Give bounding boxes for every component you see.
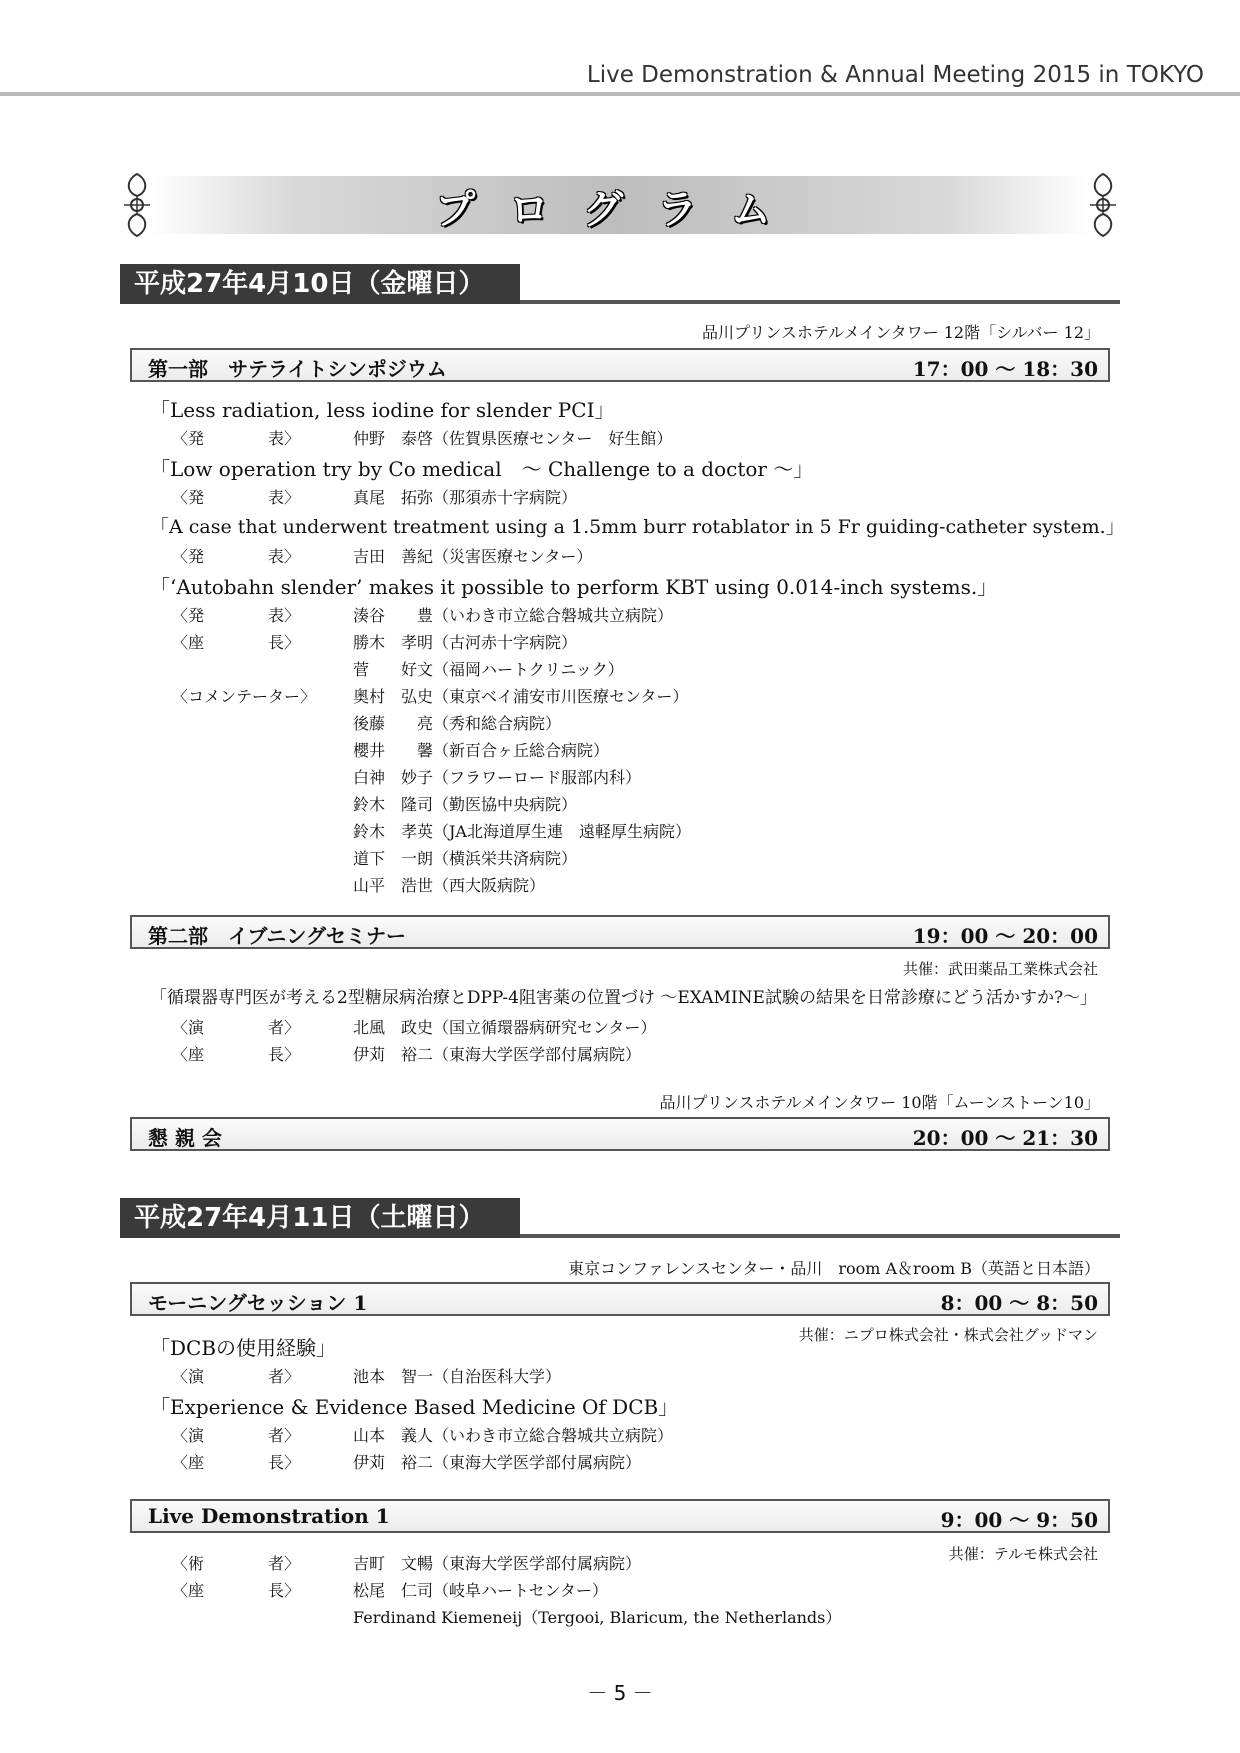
session-time: 9：00 ～ 9：50 bbox=[940, 1508, 1098, 1532]
talk-title: 「DCBの使用経験」 bbox=[150, 1336, 337, 1360]
day1-rule bbox=[520, 300, 1120, 304]
session-time: 8：00 ～ 8：50 bbox=[940, 1291, 1098, 1315]
talk-title: 「Low operation try by Co medical ～ Challenge to a doctor ～」 bbox=[150, 457, 814, 481]
commentator: 櫻井 馨（新百合ヶ丘総合病院） bbox=[353, 741, 610, 760]
header-rule bbox=[0, 92, 1240, 96]
role-label: 〈演 者〉 bbox=[172, 1426, 301, 1445]
person: 真尾 拓弥（那須赤十字病院） bbox=[353, 488, 578, 507]
day1-venue2: 品川プリンスホテルメインタワー 10階「ムーンストーン10」 bbox=[659, 1093, 1100, 1112]
role-label: 〈発 表〉 bbox=[172, 547, 301, 566]
session-title: モーニングセッション 1 bbox=[148, 1291, 368, 1315]
chair-role-label: 〈座 長〉 bbox=[172, 633, 301, 652]
session-title: 懇 親 会 bbox=[148, 1126, 222, 1150]
role-label: 〈発 表〉 bbox=[172, 429, 301, 448]
session-title: Live Demonstration 1 bbox=[148, 1504, 390, 1528]
person: 仲野 泰啓（佐賀県医療センター 好生館） bbox=[353, 429, 673, 448]
session-time: 17：00 ～ 18：30 bbox=[912, 357, 1098, 381]
role-label: 〈座 長〉 bbox=[172, 1453, 301, 1472]
chair: 菅 好文（福岡ハートクリニック） bbox=[353, 660, 624, 679]
session-box-live-demo bbox=[130, 1499, 1110, 1533]
commentator: 鈴木 孝英（JA北海道厚生連 遠軽厚生病院） bbox=[353, 822, 691, 841]
role-label: 〈術 者〉 bbox=[172, 1554, 301, 1573]
role-label: 〈演 者〉 bbox=[172, 1367, 301, 1386]
day1-date: 平成27年4月10日（金曜日） bbox=[120, 264, 520, 304]
talk-title: 「循環器専門医が考える2型糖尿病治療とDPP-4阻害薬の位置づけ ～EXAMINE試験の結果を日常診療にどう活かすか?～」 bbox=[150, 988, 1098, 1008]
commentator: 山平 浩世（西大阪病院） bbox=[353, 876, 546, 895]
sponsor: 共催：武田薬品工業株式会社 bbox=[902, 960, 1098, 978]
day1-venue1: 品川プリンスホテルメインタワー 12階「シルバー 12」 bbox=[701, 323, 1100, 342]
session-box-evening bbox=[130, 915, 1110, 949]
commentator: 白神 妙子（フラワーロード服部内科） bbox=[353, 768, 642, 787]
sponsor: 共催：テルモ株式会社 bbox=[948, 1545, 1098, 1563]
talk-title: 「Less radiation, less iodine for slender PCI」 bbox=[150, 398, 615, 422]
person: 伊苅 裕二（東海大学医学部付属病院） bbox=[353, 1453, 642, 1472]
role-label: 〈座 長〉 bbox=[172, 1045, 301, 1064]
session-time: 20：00 ～ 21：30 bbox=[912, 1126, 1098, 1150]
role-label: 〈発 表〉 bbox=[172, 606, 301, 625]
commentator: 道下 一朗（横浜栄共済病院） bbox=[353, 849, 578, 868]
chair: 勝木 孝明（古河赤十字病院） bbox=[353, 633, 578, 652]
commentator: 鈴木 隆司（勤医協中央病院） bbox=[353, 795, 578, 814]
session-title: 第二部 イブニングセミナー bbox=[148, 924, 406, 948]
person: 松尾 仁司（岐阜ハートセンター） bbox=[353, 1581, 608, 1600]
person: 湊谷 豊（いわき市立総合磐城共立病院） bbox=[353, 606, 674, 625]
commentator-role-label: 〈コメンテーター〉 bbox=[172, 687, 317, 706]
person: 北風 政史（国立循環器病研究センター） bbox=[353, 1018, 657, 1037]
person: 伊苅 裕二（東海大学医学部付属病院） bbox=[353, 1045, 642, 1064]
session-box-reception bbox=[130, 1117, 1110, 1151]
page-number: － 5 － bbox=[587, 1681, 653, 1705]
person: 吉町 文暢（東海大学医学部付属病院） bbox=[353, 1554, 642, 1573]
role-label: 〈座 長〉 bbox=[172, 1581, 301, 1600]
day2-rule bbox=[520, 1234, 1120, 1238]
talk-title: 「‘Autobahn slender’ makes it possible to perform KBT using 0.014-inch systems.」 bbox=[150, 575, 998, 599]
person: 吉田 善紀（災害医療センター） bbox=[353, 547, 593, 566]
session-box-satellite bbox=[130, 348, 1110, 382]
day2-date: 平成27年4月11日（土曜日） bbox=[120, 1198, 520, 1238]
session-box-morning bbox=[130, 1282, 1110, 1316]
person: 山本 義人（いわき市立総合磐城共立病院） bbox=[353, 1426, 674, 1445]
role-label: 〈発 表〉 bbox=[172, 488, 301, 507]
sponsor: 共催：ニプロ株式会社・株式会社グッドマン bbox=[798, 1326, 1098, 1344]
commentator: 奥村 弘史（東京ベイ浦安市川医療センター） bbox=[353, 687, 689, 706]
person: 池本 智一（自治医科大学） bbox=[353, 1367, 562, 1386]
day2-venue: 東京コンファレンスセンター・品川 room A＆room B（英語と日本語） bbox=[568, 1259, 1100, 1278]
running-header: Live Demonstration & Annual Meeting 2015 in TOKYO bbox=[586, 62, 1204, 88]
person: Ferdinand Kiemeneij（Tergooi, Blaricum, the Netherlands） bbox=[353, 1608, 842, 1627]
talk-title: 「Experience & Evidence Based Medicine Of DCB」 bbox=[150, 1395, 679, 1419]
role-label: 〈演 者〉 bbox=[172, 1018, 301, 1037]
session-time: 19：00 ～ 20：00 bbox=[912, 924, 1098, 948]
page-title: プログラム bbox=[435, 187, 805, 233]
commentator: 後藤 亮（秀和総合病院） bbox=[353, 714, 562, 733]
talk-title: 「A case that underwent treatment using a 1.5mm burr rotablator in 5 Fr guiding-catheter system.」 bbox=[150, 516, 1125, 538]
session-title: 第一部 サテライトシンポジウム bbox=[148, 357, 447, 381]
